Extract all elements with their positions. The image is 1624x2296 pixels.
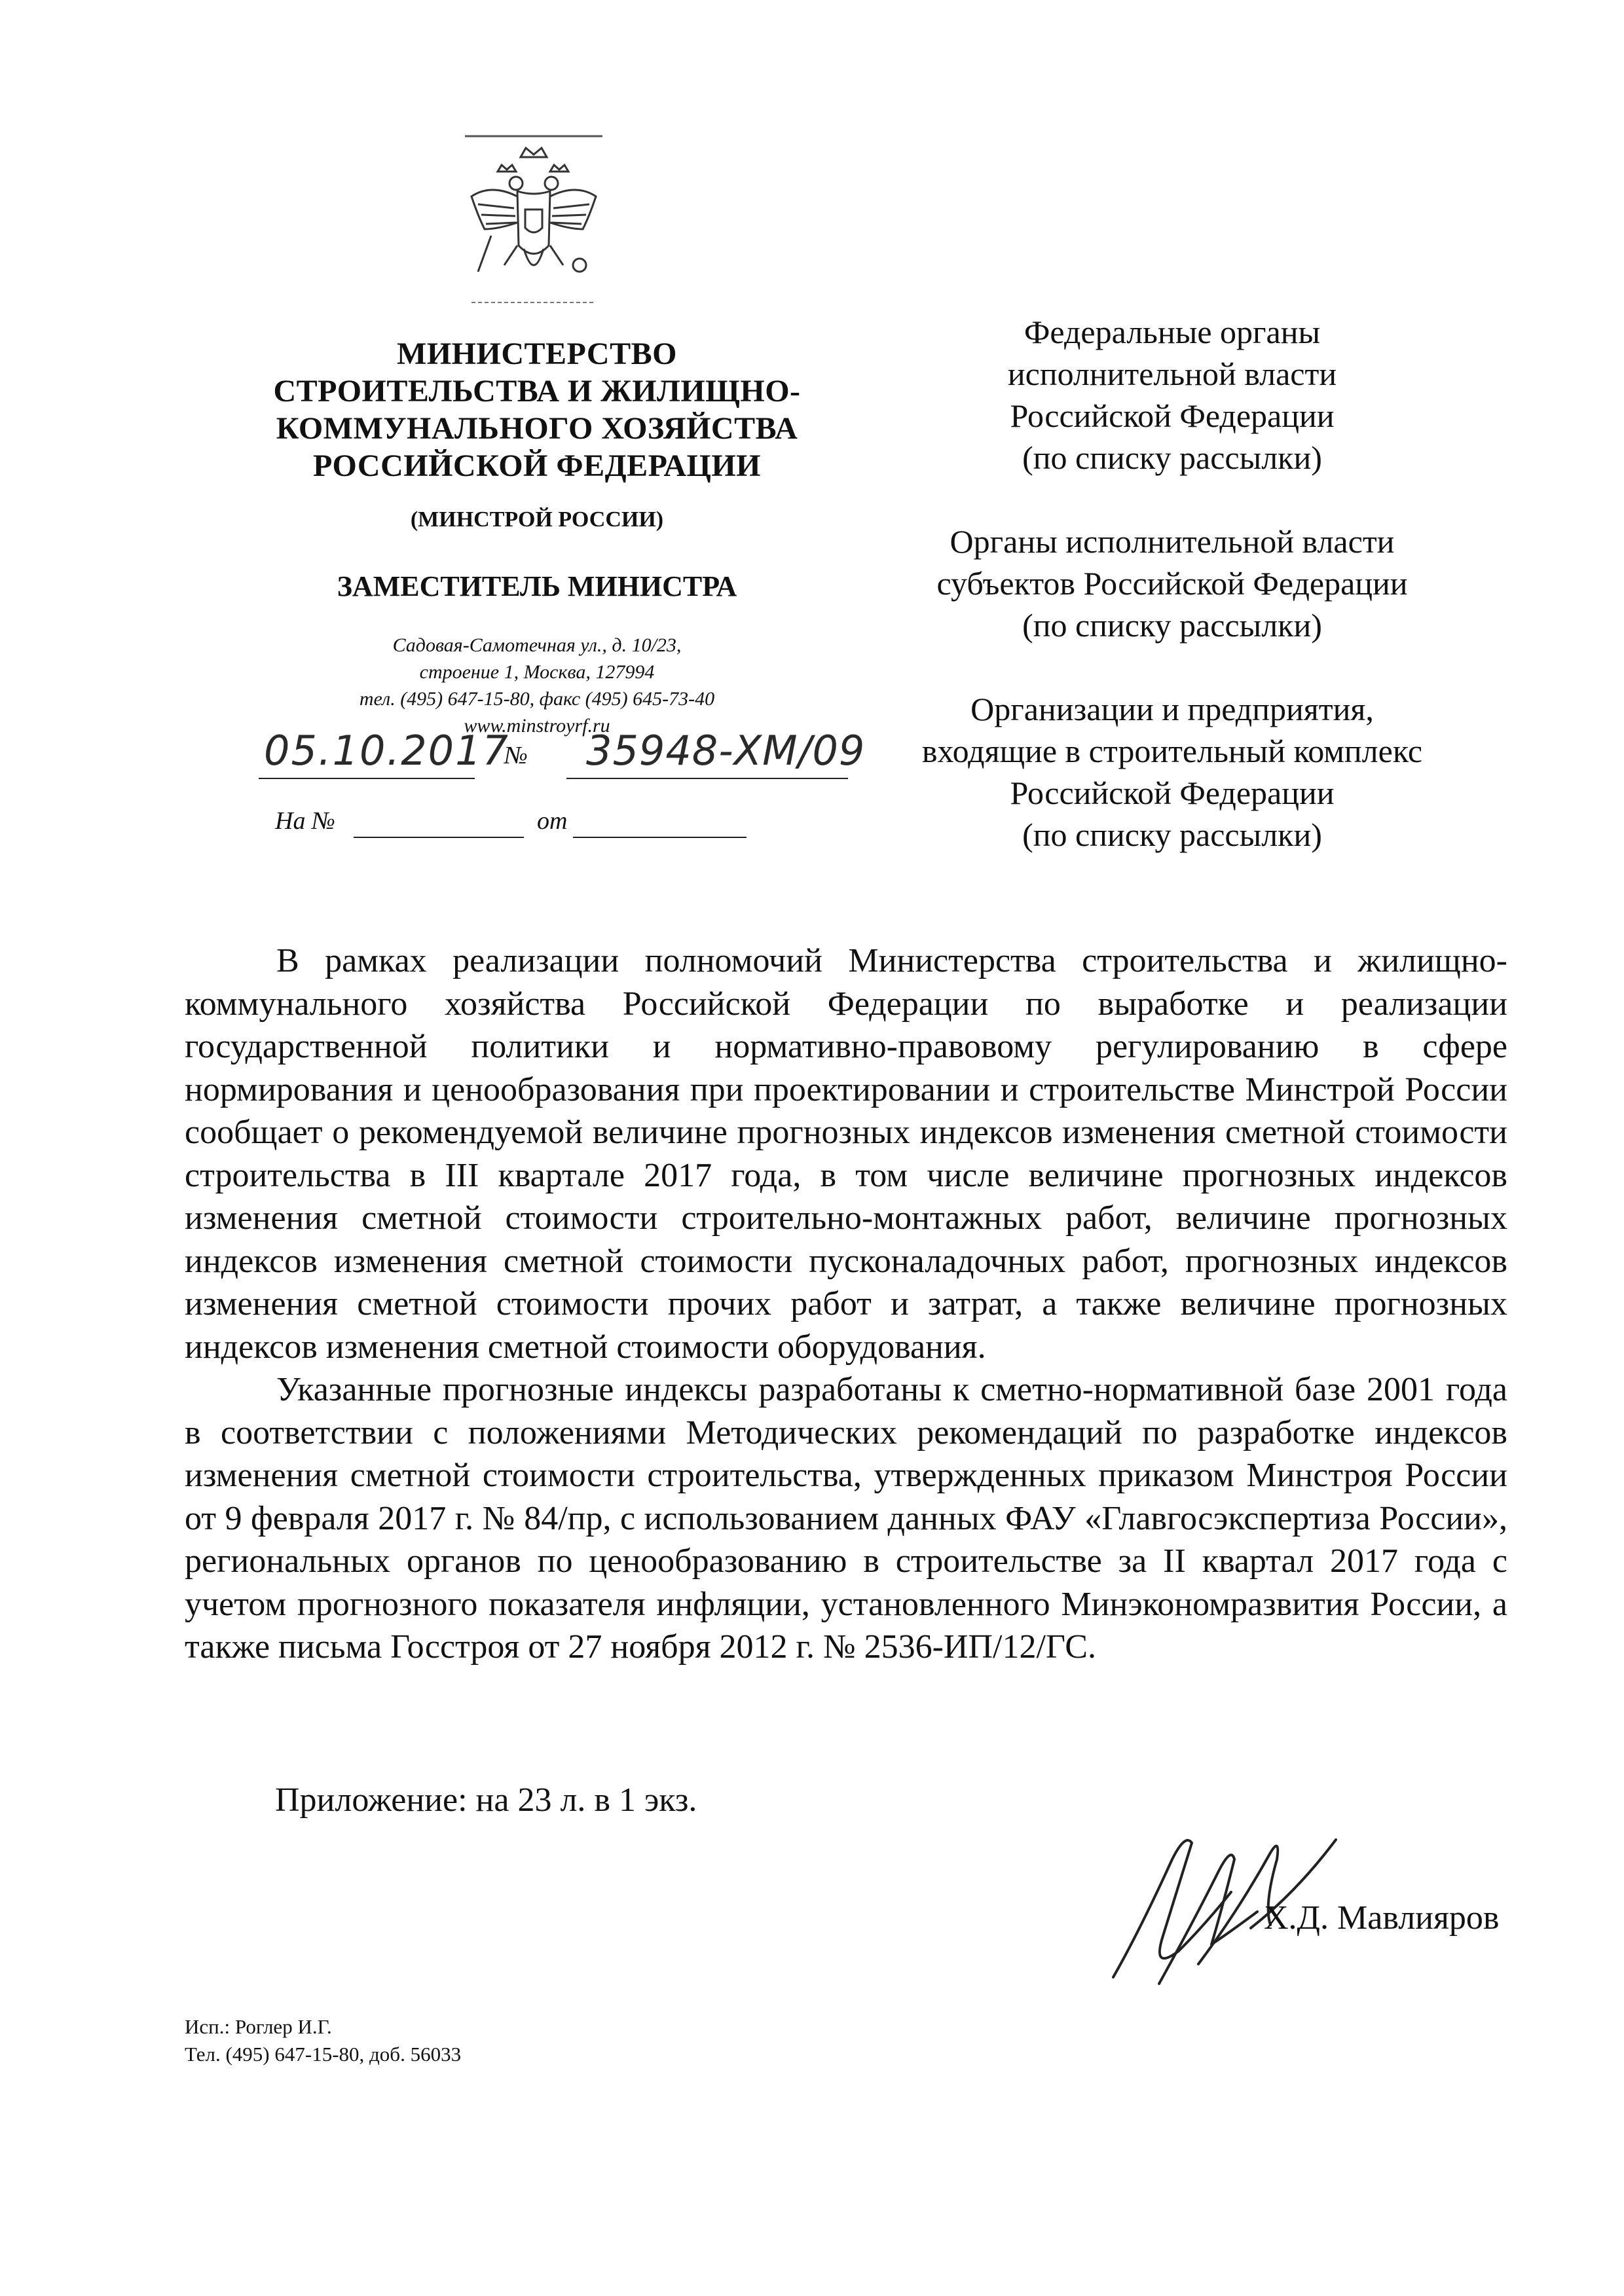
recipient-line: Российской Федерации — [1010, 774, 1335, 811]
ministry-name-line: РОССИЙСКОЙ ФЕДЕРАЦИИ — [312, 448, 762, 483]
recipient-line: субъектов Российской Федерации — [936, 565, 1408, 602]
ministry-name-line: СТРОИТЕЛЬСТВА И ЖИЛИЩНО- — [273, 374, 801, 409]
recipient-line: Органы исполнительной власти — [950, 523, 1395, 560]
recipient-line: (по списку рассылки) — [1022, 607, 1322, 644]
body-paragraph: Указанные прогнозные индексы разработаны к сметно-нормативной базе 2001 года в соответствии с положениями Методических рекомендаций по разработке индексов изменения сметной стоимости строительства, утвержденных приказом Минстроя России от 9 февраля 2017 г. № 84/пр, с использованием данных ФАУ «Главгосэкспертиза России», региональных органов по ценообразованию в строительстве за II квартал 2017 года с учетом прогнозного показателя инфляции, установленного Минэкономразвития России, а также письма Госстроя от 27 ноября 2012 г. № 2536-ИП/12/ГС. — [185, 1371, 1507, 1666]
executor-name: Исп.: Роглер И.Г. — [185, 2015, 332, 2038]
recipients-block — [891, 311, 1454, 898]
incoming-date-label: от — [537, 807, 568, 835]
number-sign: № — [504, 742, 528, 769]
coat-of-arms-emblem — [452, 131, 616, 308]
address-line: строение 1, Москва, 127994 — [419, 661, 655, 683]
signer-name: Х.Д. Мавлияров — [1264, 1899, 1500, 1937]
recipient-group — [891, 688, 1454, 856]
deputy-minister-title: ЗАМЕСТИТЕЛЬ МИНИСТРА — [337, 570, 737, 602]
recipient-line: (по списку рассылки) — [1022, 816, 1322, 853]
recipient-line: Федеральные органы — [1024, 314, 1321, 350]
letter-body — [185, 939, 1507, 1669]
address-line: Садовая-Самотечная ул., д. 10/23, — [392, 634, 682, 656]
ministry-name-line: МИНИСТЕРСТВО — [397, 337, 677, 371]
address-line: тел. (495) 647-15-80, факс (495) 645-73-40 — [359, 688, 715, 710]
incoming-number-label: На № — [275, 807, 335, 835]
recipient-group — [891, 311, 1454, 479]
body-paragraph: В рамках реализации полномочий Министерства строительства и жилищно-коммунального хозяйства Российской Федерации по выработке и реализации государственной политики и нормативно-правовому регулированию в сфере нормирования и ценообразования при проектировании и строительстве Минстрой России сообщает о рекомендуемой величине прогнозных индексов изменения сметной стоимости строительства в III квартале 2017 года, в том числе величине прогнозных индексов изменения сметной стоимости строительно-монтажных работ, величине прогнозных индексов изменения сметной стоимости пусконаладочных работ, прогнозных индексов изменения сметной стоимости прочих работ и затрат, а также величине прогнозных индексов изменения сметной стоимости оборудования. — [185, 942, 1507, 1366]
outgoing-registration — [259, 727, 887, 786]
attachment-note: Приложение: на 23 л. в 1 экз. — [275, 1781, 697, 1819]
recipient-line: входящие в строительный комплекс — [921, 733, 1423, 769]
outgoing-number: 35948-ХМ/09 — [586, 727, 866, 774]
incoming-reference — [275, 807, 747, 846]
ministry-name-line: КОММУНАЛЬНОГО ХОЗЯЙСТВА — [276, 411, 798, 446]
recipient-line: исполнительной власти — [1007, 355, 1337, 392]
ministry-name — [236, 335, 838, 484]
ministry-address — [236, 632, 838, 739]
recipient-line: Организации и предприятия, — [970, 691, 1374, 727]
recipient-line: Российской Федерации — [1010, 397, 1335, 434]
recipient-line: (по списку рассылки) — [1022, 439, 1322, 476]
recipient-group — [891, 520, 1454, 646]
executor-info — [185, 2013, 461, 2068]
address-line: www.minstroyrf.ru — [464, 715, 610, 737]
executor-phone: Тел. (495) 647-15-80, доб. 56033 — [185, 2043, 462, 2066]
ministry-short-name: (МИНСТРОЙ РОССИИ) — [410, 507, 664, 532]
outgoing-date: 05.10.2017 — [264, 727, 509, 774]
